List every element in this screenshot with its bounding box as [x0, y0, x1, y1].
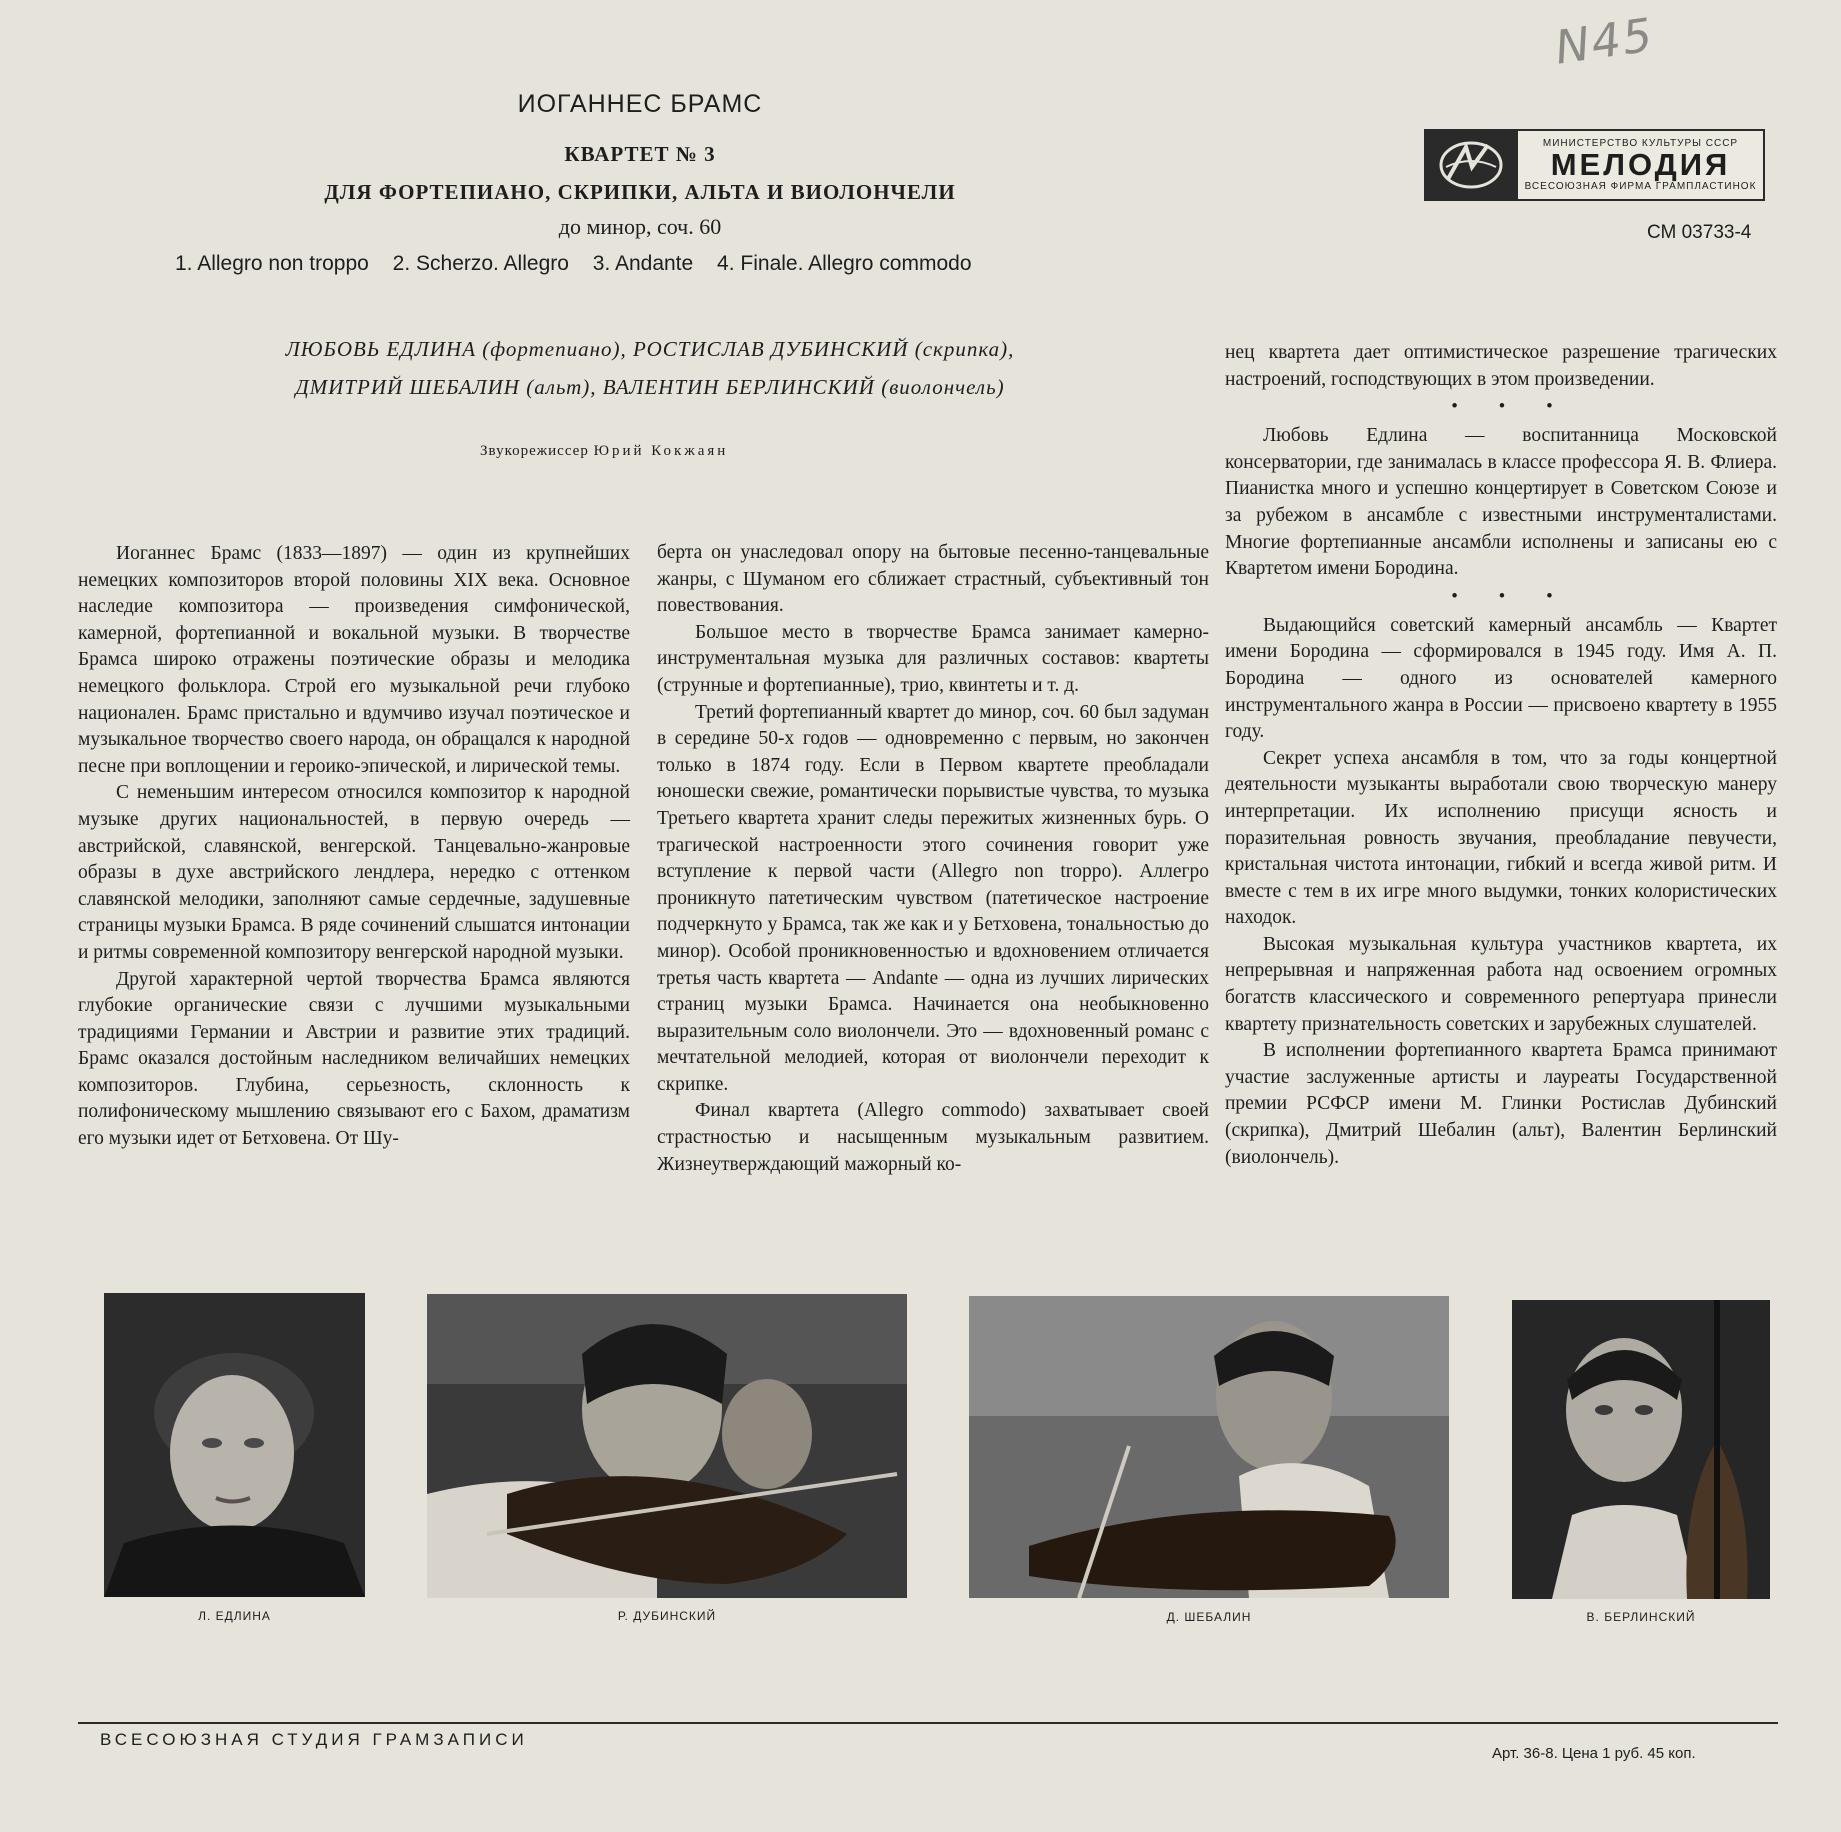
- sound-engineer: [480, 443, 900, 460]
- paragraph: Любовь Едлина — воспитанница Московской консерватории, где занималась в классе профессора Я. В. Флиера. Пианистка много и успешно концертирует в Советском Союзе и за рубежом в ансамбле с известными инструменталистами. Многие фортепианные ансамбли исполнены и записаны ею с Квартетом имени Бородина.: [1225, 425, 1777, 580]
- photo-berlinsky: [1512, 1300, 1770, 1599]
- logo-brand: МЕЛОДИЯ: [1550, 147, 1731, 182]
- performers: [230, 330, 1070, 406]
- paragraph: Другой характерной чертой творчества Брамса являются глубокие органические связи с лучшими музыкальными традициями Германии и Австрии и развитие этих традиций. Брамс оказался достойным наследником величайших немецких композиторов. Глубина, серьезность, склонность к полифоническому мышлению связывают его с Бахом, драматизм его музыки идет от Бетховена. От Шу-: [78, 968, 630, 1150]
- performers-line-1: ЛЮБОВЬ ЕДЛИНА (фортепиано), РОСТИСЛАВ ДУБИНСКИЙ (скрипка),: [285, 337, 1015, 361]
- movement-1: 1. Allegro non troppo: [175, 252, 369, 275]
- movement-3: 3. Andante: [592, 252, 694, 275]
- text-column-1: [78, 541, 630, 1153]
- paragraph: Большое место в творчестве Брамса занимает камерно-инструментальная музыка для различных составов: квартеты (струнные и фортепианные), трио, квинтеты и т. д.: [657, 621, 1209, 696]
- melodiya-logo: [1424, 129, 1765, 201]
- photo-edlina: [104, 1293, 365, 1597]
- photo-dubinsky: [427, 1294, 907, 1598]
- paragraph: берта он унаследовал опору на бытовые песенно-танцевальные жанры, с Шуманом его сближает страстный, субъективный тон повествования.: [657, 542, 1209, 617]
- work-title: КВАРТЕТ № 3: [564, 142, 716, 166]
- paragraph: Секрет успеха ансамбля в том, что за годы концертной деятельности музыканты выработали свою творческую манеру интерпретации. Их исполнению присущи ясность и поразительная ровность звучания, преобладание певучести, кристальная чистота интонации, гибкий и всегда живой ритм. И вместе с тем в их игре много выдумки, тонких колористических находок.: [1225, 747, 1777, 929]
- paragraph: нец квартета дает оптимистическое разрешение трагических настроений, господствующих в этом произведении.: [1225, 342, 1777, 390]
- movements-list: [175, 252, 1075, 276]
- logo-ministry: МИНИСТЕРСТВО КУЛЬТУРЫ СССР: [1542, 138, 1739, 149]
- photo-caption: Л. ЕДЛИНА: [198, 1609, 271, 1623]
- work-key: до минор, соч. 60: [558, 214, 722, 239]
- paragraph: Высокая музыкальная культура участников квартета, их непрерывная и напряженная работа над освоением огромных богатств классического и современного репертуара принесли квартету признательность советских и зарубежных слушателей.: [1225, 933, 1777, 1035]
- text-column-2: [657, 540, 1209, 1178]
- work-subtitle: ДЛЯ ФОРТЕПИАНО, СКРИПКИ, АЛЬТА И ВИОЛОНЧЕЛИ: [324, 180, 956, 204]
- separator: • • •: [1451, 585, 1571, 607]
- separator: • • •: [1451, 396, 1571, 418]
- paragraph: Третий фортепианный квартет до минор, соч. 60 был задуман в середине 50-х годов — одновременно с первым, но закончен только в 1874 году. Если в Первом квартете преобладали юношески свежие, романтически порывистые чувства, то музыка Третьего квартета хранит следы пережитых жизненных бурь. О трагической настроенности этого сочинения говорит уже вступление к первой части (Allegro non troppo). Аллегро проникнуто патетическим чувством (патетическое настроение подчеркнуто у Брамса, так же как и у Бетховена, тональностью до минор). Особой проникновенностью и вдохновением отличается третья часть квартета — Andante — одна из лучших лирических страниц музыки Брамса. Начинается она необыкновенно выразительным соло виолончели. Это — вдохновенный романс с мечтательной мелодией, которая от виолончели переходит к скрипке.: [657, 701, 1209, 1095]
- paragraph: Выдающийся советский камерный ансамбль — Квартет имени Бородина — сформировался в 1945 году. Имя А. П. Бородина — одного из основателей камерного инструментального жанра в России — присвоено квартету в 1955 году.: [1225, 614, 1777, 743]
- movement-4: 4. Finale. Allegro commodo: [717, 252, 972, 275]
- engineer-name: Юрий Кокжаян: [593, 443, 729, 459]
- price-info: Арт. 36-8. Цена 1 руб. 45 коп.: [1492, 1745, 1696, 1762]
- footer-rule: [78, 1722, 1778, 1724]
- performers-line-2: ДМИТРИЙ ШЕБАЛИН (альт), ВАЛЕНТИН БЕРЛИНСКИЙ (виолончель): [295, 375, 1005, 399]
- paragraph: В исполнении фортепианного квартета Брамса принимают участие заслуженные артисты и лауреаты Государственной премии РСФСР имени М. Глинки Ростислав Дубинский (скрипка), Дмитрий Шебалин (альт), Валентин Берлинский (виолончель).: [1225, 1040, 1777, 1168]
- paragraph: С неменьшим интересом относился композитор к народной музыке других национальностей, в первую очередь — австрийской, славянской, венгерской. Танцевально-жанровые образы в духе австрийского лендлера, нередко с оттенком славянской мелодики, заполняют самые сердечные, задушевные страницы музыки Брамса. В ряде сочинений слышатся интонации и ритмы современной композитору венгерской народной музыки.: [78, 782, 630, 963]
- logo-firm: ВСЕСОЮЗНАЯ ФИРМА ГРАМПЛАСТИНОК: [1524, 181, 1757, 192]
- photo-shebalin: [969, 1296, 1449, 1598]
- engineer-label: Звукорежиссер: [480, 443, 589, 459]
- photo-caption: Р. ДУБИНСКИЙ: [617, 1609, 717, 1623]
- photo-caption: В. БЕРЛИНСКИЙ: [1586, 1610, 1696, 1624]
- composer-name: ИОГАННЕС БРАМС: [517, 90, 763, 118]
- movement-2: 2. Scherzo. Allegro: [392, 252, 569, 275]
- handwritten-note: N45: [1551, 7, 1658, 75]
- paragraph: Финал квартета (Allegro commodo) захватывает своей страстностью и насыщенным музыкальным развитием. Жизнеутверждающий мажорный ко-: [657, 1100, 1209, 1175]
- paragraph: Иоганнес Брамс (1833—1897) — один из крупнейших немецких композиторов второй половины XIX века. Основное наследие композитора — произведения симфонической, камерной, фортепианной и вокальной музыки. В творчестве Брамса широко отражены поэтические образы и мелодика немецкого фольклора. Строй его музыкальной речи глубоко национален. Брамс пристально и вдумчиво изучал поэтическое и музыкальное творчество своего народа, он обращался к народной песне при воплощении и героико-эпической, и лирической темы.: [78, 543, 630, 777]
- text-column-3: [1225, 340, 1777, 1171]
- studio-name: ВСЕСОЮЗНАЯ СТУДИЯ ГРАМЗАПИСИ: [100, 1730, 528, 1749]
- melodiya-mark-icon: [1426, 131, 1518, 199]
- catalog-number: СМ 03733-4: [1647, 222, 1752, 243]
- photo-caption: Д. ШЕБАЛИН: [1166, 1610, 1252, 1624]
